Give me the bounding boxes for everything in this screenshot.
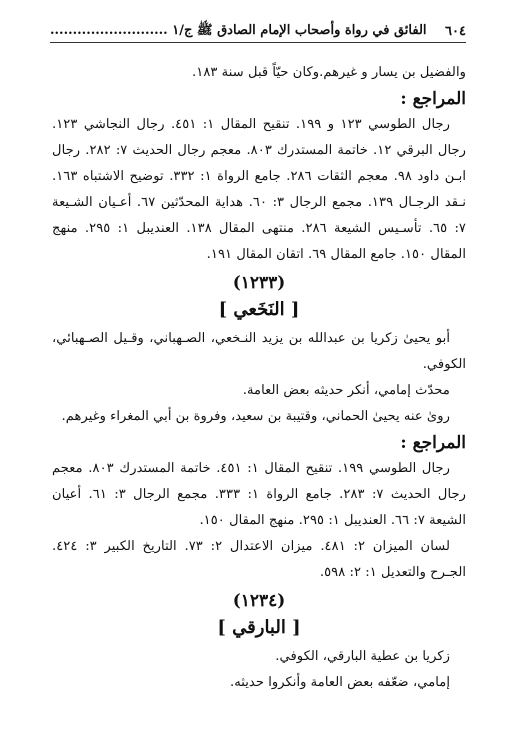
entry-1233-line-3: روىٰ عنه يحيىٰ الحماني، وقتيبة بن سعيد، وفروة بن أبي المغراء وغيرهم. <box>61 409 450 424</box>
header-page-number: ٦٠٤ <box>445 23 466 39</box>
header-title: الفائق في رواة وأصحاب الإمام الصادق ﷺ ج/١ <box>172 22 427 38</box>
sources-paragraph-2b: لسان الميزان ٢: ٤٨١. ميزان الاعتدال ٢: ٧٣. التاريخ الكبير ٣: ٤٢٤. الجـرح والتعديل ١: ٢: ٥٩٨. <box>52 539 466 580</box>
header-title-group <box>50 22 427 41</box>
entry-title-1233: [ النَخَعي ] <box>218 299 300 320</box>
entry-1233-line-2: محدّث إمامي، أنكر حديثه بعض العامة. <box>242 383 450 398</box>
sources-paragraph-1: رجال الطوسي ١٢٣ و ١٩٩. تنقيح المقال ١: ٤٥١. رجال النجاشي ١٢٣. رجال البرقي ١٢. خاتمة المستدرك ٨٠٣. معجم رجال الحديث ٧: ٢٨٢. رجال ابـن داود ٩٨. معجم الثقات ٢٨٦. جامع الرواة ١: ٣٣٢. توضيح الاشتباه ١٦٣. نـقد الرجـال ١٣٩. مجمع الرجال ٣: ٦٠. هداية المحدّثين ٦٧. أعـيان الشـيعة ٧: ٦٥. تأسـيس الشيعة ٢٨٦. منتهى المقال ١٣٨. العنديبل ١: ٢٩٥. منهج المقال ١٥٠. جامع المقال ٦٩. اتقان المقال ١٩١. <box>52 117 467 262</box>
entry-1234-line-2: إمامي، ضعّفه بعض العامة وأنكروا حديثه. <box>230 675 450 690</box>
sources-heading-2: المراجع : <box>400 433 466 453</box>
page-content <box>52 60 466 696</box>
header-leader-dots: .......................... <box>50 22 168 38</box>
continuation-text: والفضيل بن يسار و غيرهم.وكان حيّاً قبل سنة ١٨٣. <box>192 65 466 80</box>
sources-paragraph-2a: رجال الطوسي ١٩٩. تنقيح المقال ١: ٤٥١. خاتمة المستدرك ٨٠٣. معجم رجال الحديث ٧: ٢٨٣. جامع الرواة ١: ٣٣٣. مجمع الرجال ٣: ٦١. أعيان الشيعة ٧: ٦٦. العنديبل ١: ٢٩٥. منهج المقال ١٥٠. <box>52 461 467 528</box>
entry-number-1233: (١٢٣٣) <box>232 273 286 293</box>
running-header <box>50 20 466 43</box>
entry-title-1234: [ البارقي ] <box>217 617 301 638</box>
sources-heading-1: المراجع : <box>400 89 466 109</box>
entry-1234-line-1: زكريا بن عطية البارقي، الكوفي. <box>275 649 450 664</box>
entry-1233-line-1: أبو يحيىٰ زكريا بن عبدالله بن يزيد النـخعي، الصـهباني، وقـيل الصـهبائي، الكوفي. <box>52 331 466 372</box>
entry-number-1234: (١٢٣٤) <box>232 591 286 611</box>
